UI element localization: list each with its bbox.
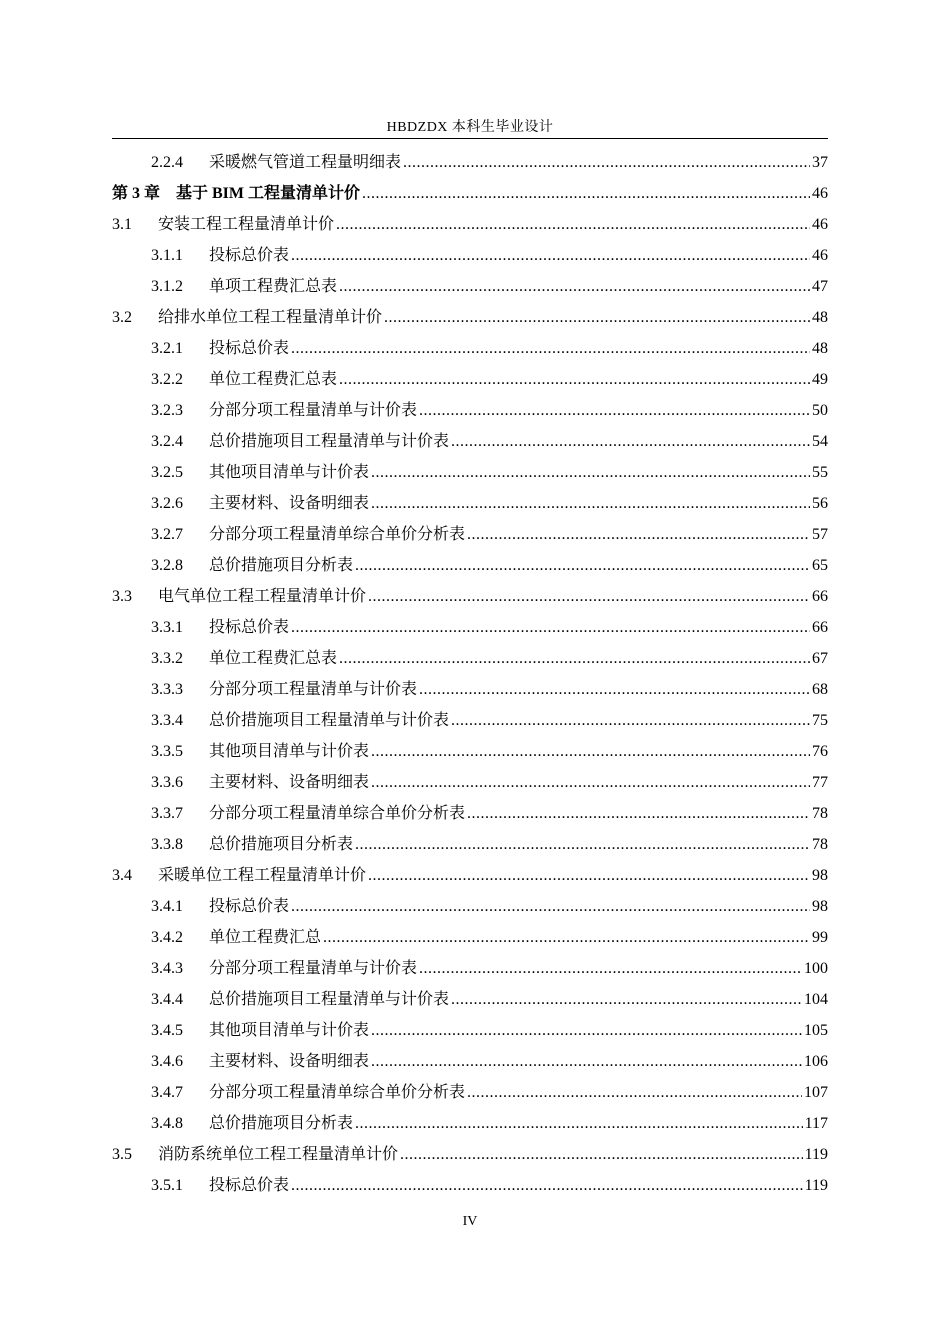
toc-entry-title: 总价措施项目分析表: [209, 836, 354, 853]
toc-entry-number: 3.3.4: [151, 712, 183, 729]
dot-leader: [451, 710, 810, 732]
toc-entry-number: 3.4.4: [151, 991, 183, 1008]
dot-leader: [355, 1113, 803, 1135]
dot-leader: [371, 1051, 802, 1073]
toc-entry-number: 3.4.7: [151, 1084, 183, 1101]
toc-entry[interactable]: [112, 887, 828, 918]
dot-leader: [419, 679, 810, 701]
toc-entry-page: 67: [812, 650, 828, 667]
toc-entry-page: 65: [812, 557, 828, 574]
toc-entry-number: 3.4.3: [151, 960, 183, 977]
toc-entry-number: 3.2.5: [151, 464, 183, 481]
dot-leader: [323, 927, 810, 949]
dot-leader: [339, 369, 810, 391]
toc-entry-number: 3.5: [112, 1146, 132, 1163]
toc-entry-number: 3.1.1: [151, 247, 183, 264]
toc-entry[interactable]: [112, 1104, 828, 1135]
toc-entry-page: 98: [812, 898, 828, 915]
toc-entry-page: 117: [804, 1115, 828, 1132]
toc-entry[interactable]: [112, 236, 828, 267]
toc-entry-number: 3.4.6: [151, 1053, 183, 1070]
toc-entry[interactable]: [112, 298, 828, 329]
toc-entry-number: 3.5.1: [151, 1177, 183, 1194]
toc-entry-page: 48: [812, 309, 828, 326]
toc-entry-title: 分部分项工程量清单综合单价分析表: [209, 1084, 466, 1101]
toc-entry-title: 总价措施项目工程量清单与计价表: [209, 712, 450, 729]
toc-entry-title: 电气单位工程工程量清单计价: [158, 588, 367, 605]
dot-leader: [371, 1020, 802, 1042]
dot-leader: [291, 617, 810, 639]
toc-entry[interactable]: [112, 143, 828, 174]
toc-entry-number: 3.4.5: [151, 1022, 183, 1039]
dot-leader: [291, 896, 810, 918]
toc-entry-page: 78: [812, 805, 828, 822]
toc-entry-page: 78: [812, 836, 828, 853]
page-header: HBDZDX 本科生毕业设计: [386, 120, 554, 135]
toc-entry[interactable]: [112, 1073, 828, 1104]
toc-entry-title: 单位工程费汇总: [209, 929, 322, 946]
dot-leader: [451, 989, 802, 1011]
toc-entry[interactable]: [112, 856, 828, 887]
toc-entry[interactable]: [112, 546, 828, 577]
dot-leader: [467, 803, 810, 825]
toc-entry-title: 分部分项工程量清单与计价表: [209, 402, 418, 419]
toc-entry[interactable]: [112, 701, 828, 732]
toc-entry[interactable]: [112, 980, 828, 1011]
toc-entry-page: 75: [812, 712, 828, 729]
toc-entry-title: 单位工程费汇总表: [209, 650, 338, 667]
toc-entry-page: 98: [812, 867, 828, 884]
toc-entry-page: 107: [804, 1084, 828, 1101]
toc-entry[interactable]: [112, 794, 828, 825]
toc-entry-title: 投标总价表: [209, 619, 290, 636]
toc-entry-title: 投标总价表: [209, 247, 290, 264]
toc-entry[interactable]: [112, 949, 828, 980]
toc-entry[interactable]: [112, 391, 828, 422]
toc-entry[interactable]: [112, 825, 828, 856]
toc-entry-title: 单项工程费汇总表: [209, 278, 338, 295]
toc-entry[interactable]: [112, 577, 828, 608]
toc-entry-title: 基于 BIM 工程量清单计价: [176, 185, 361, 202]
toc-entry-page: 46: [812, 247, 828, 264]
toc-entry-page: 106: [804, 1053, 828, 1070]
toc-entry[interactable]: [112, 1011, 828, 1042]
dot-leader: [371, 741, 810, 763]
toc-entry-number: 3.4.8: [151, 1115, 183, 1132]
toc-entry-title: 主要材料、设备明细表: [209, 495, 370, 512]
toc-entry-page: 100: [804, 960, 828, 977]
toc-entry[interactable]: [112, 608, 828, 639]
toc-entry-page: 77: [812, 774, 828, 791]
toc-entry-number: 3.3.2: [151, 650, 183, 667]
toc-entry-number: 3.3.3: [151, 681, 183, 698]
toc-entry-page: 66: [812, 619, 828, 636]
toc-entry-title: 消防系统单位工程工程量清单计价: [158, 1146, 399, 1163]
toc-entry-title: 分部分项工程量清单综合单价分析表: [209, 805, 466, 822]
toc-entry-number: 3.2.8: [151, 557, 183, 574]
toc-entry-number: 3.2.4: [151, 433, 183, 450]
toc-entry-page: 76: [812, 743, 828, 760]
toc-entry-title: 总价措施项目工程量清单与计价表: [209, 991, 450, 1008]
toc-entry-title: 分部分项工程量清单与计价表: [209, 681, 418, 698]
toc-entry[interactable]: [112, 174, 828, 205]
toc-entry-number: 3.3.1: [151, 619, 183, 636]
toc-entry-number: 3.1.2: [151, 278, 183, 295]
toc-entry-title: 总价措施项目分析表: [209, 1115, 354, 1132]
toc-entry-page: 57: [812, 526, 828, 543]
toc-entry-title: 投标总价表: [209, 1177, 290, 1194]
toc-entry-title: 采暖燃气管道工程量明细表: [209, 154, 402, 171]
dot-leader: [371, 462, 810, 484]
dot-leader: [419, 958, 802, 980]
toc-entry-title: 主要材料、设备明细表: [209, 1053, 370, 1070]
toc-entry[interactable]: [112, 670, 828, 701]
dot-leader: [339, 276, 810, 298]
toc-entry[interactable]: [112, 732, 828, 763]
toc-entry[interactable]: [112, 1135, 828, 1166]
toc-entry-number: 3.3.7: [151, 805, 183, 822]
toc-entry-page: 66: [812, 588, 828, 605]
toc-entry-number: 3.3.6: [151, 774, 183, 791]
toc-entry-title: 分部分项工程量清单综合单价分析表: [209, 526, 466, 543]
toc-entry-title: 其他项目清单与计价表: [209, 464, 370, 481]
toc-entry-page: 55: [812, 464, 828, 481]
dot-leader: [371, 772, 810, 794]
toc-entry[interactable]: [112, 639, 828, 670]
toc-entry-number: 第 3 章: [112, 185, 161, 202]
toc-entry[interactable]: [112, 515, 828, 546]
dot-leader: [451, 431, 810, 453]
toc-entry-number: 3.3: [112, 588, 132, 605]
dot-leader: [384, 307, 810, 329]
toc-entry-title: 主要材料、设备明细表: [209, 774, 370, 791]
toc-entry-title: 采暖单位工程工程量清单计价: [158, 867, 367, 884]
dot-leader: [368, 865, 810, 887]
toc-entry[interactable]: [112, 763, 828, 794]
dot-leader: [368, 586, 810, 608]
dot-leader: [403, 152, 810, 174]
toc-entry-page: 46: [812, 185, 828, 202]
dot-leader: [355, 834, 810, 856]
dot-leader: [291, 245, 810, 267]
page-number: IV: [462, 1214, 478, 1229]
toc-entry[interactable]: [112, 918, 828, 949]
header-rule: [112, 138, 828, 139]
dot-leader: [467, 1082, 802, 1104]
toc-entry-title: 分部分项工程量清单与计价表: [209, 960, 418, 977]
toc-entry-page: 119: [804, 1177, 828, 1194]
toc-entry-page: 105: [804, 1022, 828, 1039]
table-of-contents: [112, 143, 828, 1197]
toc-entry[interactable]: [112, 205, 828, 236]
dot-leader: [336, 214, 810, 236]
toc-entry-title: 投标总价表: [209, 898, 290, 915]
toc-entry-title: 总价措施项目工程量清单与计价表: [209, 433, 450, 450]
toc-entry[interactable]: [112, 1042, 828, 1073]
toc-entry-page: 37: [812, 154, 828, 171]
toc-entry-title: 给排水单位工程工程量清单计价: [158, 309, 383, 326]
toc-entry[interactable]: [112, 484, 828, 515]
dot-leader: [371, 493, 810, 515]
toc-entry[interactable]: [112, 1166, 828, 1197]
toc-entry-number: 3.3.8: [151, 836, 183, 853]
toc-entry-page: 54: [812, 433, 828, 450]
toc-entry[interactable]: [112, 422, 828, 453]
toc-entry-page: 99: [812, 929, 828, 946]
toc-entry-number: 3.2: [112, 309, 132, 326]
toc-entry-number: 3.1: [112, 216, 132, 233]
toc-entry-number: 3.4.2: [151, 929, 183, 946]
toc-entry-number: 3.4: [112, 867, 132, 884]
toc-entry-page: 68: [812, 681, 828, 698]
dot-leader: [419, 400, 810, 422]
dot-leader: [467, 524, 810, 546]
dot-leader: [362, 183, 810, 205]
dot-leader: [291, 338, 810, 360]
toc-entry-page: 48: [812, 340, 828, 357]
toc-entry-number: 3.2.1: [151, 340, 183, 357]
dot-leader: [400, 1144, 803, 1166]
toc-entry-page: 46: [812, 216, 828, 233]
dot-leader: [291, 1175, 803, 1197]
toc-entry-number: 3.2.6: [151, 495, 183, 512]
toc-entry-page: 56: [812, 495, 828, 512]
toc-entry-page: 49: [812, 371, 828, 388]
toc-entry-page: 50: [812, 402, 828, 419]
toc-entry[interactable]: [112, 329, 828, 360]
toc-entry-page: 104: [804, 991, 828, 1008]
toc-entry-title: 其他项目清单与计价表: [209, 743, 370, 760]
toc-entry-title: 单位工程费汇总表: [209, 371, 338, 388]
toc-entry-number: 3.3.5: [151, 743, 183, 760]
toc-entry-title: 总价措施项目分析表: [209, 557, 354, 574]
toc-entry-title: 投标总价表: [209, 340, 290, 357]
toc-entry-title: 安装工程工程量清单计价: [158, 216, 335, 233]
toc-entry-number: 3.2.2: [151, 371, 183, 388]
dot-leader: [355, 555, 810, 577]
dot-leader: [339, 648, 810, 670]
toc-entry-page: 47: [812, 278, 828, 295]
toc-entry-number: 3.2.3: [151, 402, 183, 419]
toc-entry-number: 3.4.1: [151, 898, 183, 915]
toc-entry[interactable]: [112, 267, 828, 298]
toc-entry[interactable]: [112, 453, 828, 484]
toc-entry-number: 2.2.4: [151, 154, 183, 171]
toc-entry-page: 119: [804, 1146, 828, 1163]
toc-entry[interactable]: [112, 360, 828, 391]
toc-entry-title: 其他项目清单与计价表: [209, 1022, 370, 1039]
toc-entry-number: 3.2.7: [151, 526, 183, 543]
